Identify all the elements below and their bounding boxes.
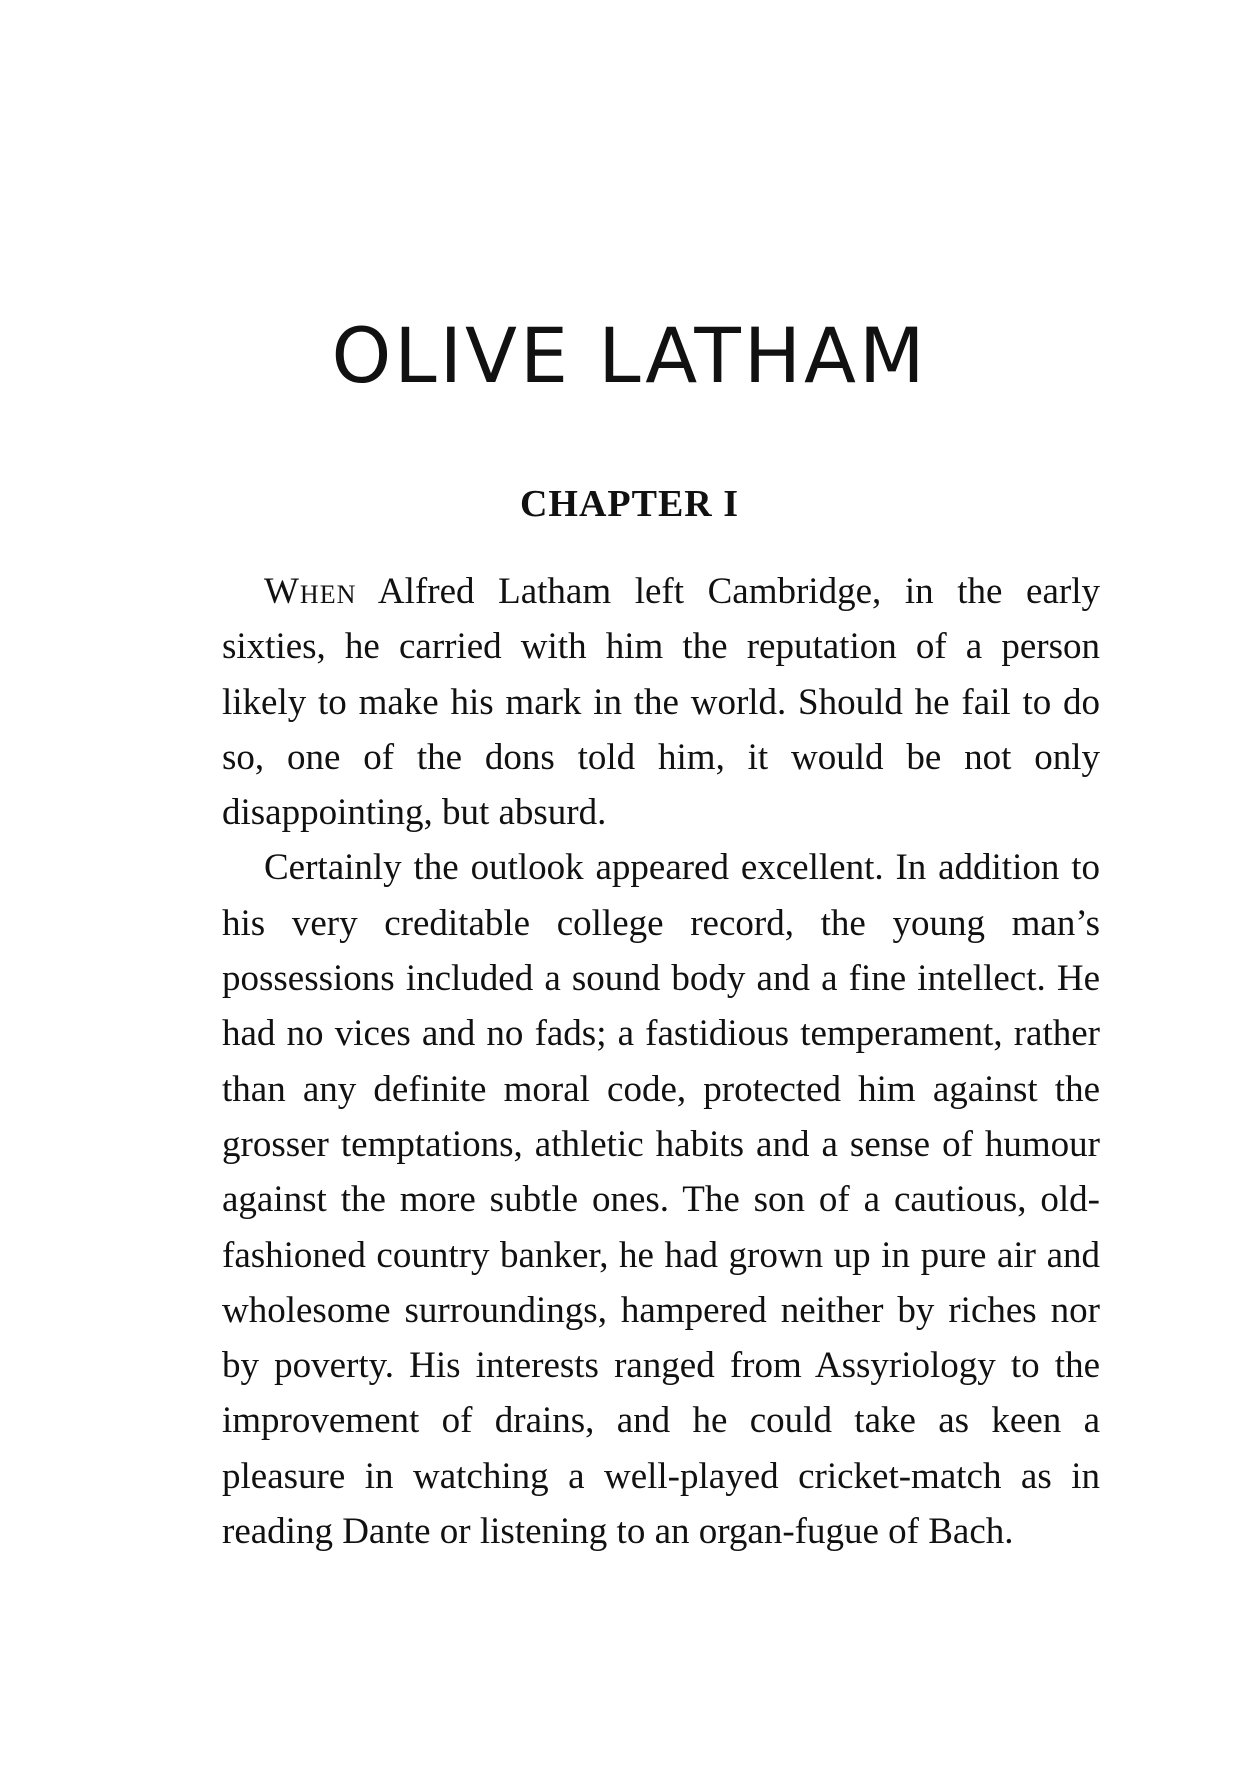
paragraph-lead-word: When: [264, 571, 357, 612]
chapter-heading: CHAPTER I: [519, 483, 740, 525]
book-title: OLIVE LATHAM: [331, 311, 928, 400]
paragraph-2: [222, 840, 1100, 1559]
paragraph-text: Certainly the outlook appeared excellent. In addition to his very creditable college record, the young man’s possessions included a sound body and a fine intellect. He had no vices and no fads; a fastidious temperament, rather than any definite moral code, protected him against the grosser temptations, athletic habits and a sense of humour against the more subtle ones. The son of a cautious, old-fashioned country banker, he had grown up in pure air and wholesome surroundings, hampered neither by riches nor by poverty. His interests ranged from Assyriology to the improvement of drains, and he could take as keen a pleasure in watching a well-played cricket-match as in reading Dante or listening to an organ-fugue of Bach.: [222, 847, 1100, 1553]
paragraph-1: [222, 564, 1100, 840]
chapter-body: [222, 564, 1100, 1559]
paragraph-text: Alfred Latham left Cambridge, in the early sixties, he carried with him the reputation of a person likely to make his mark in the world. Should he fail to do so, one of the dons told him, it would be not only disappointing, but absurd.: [222, 571, 1100, 834]
